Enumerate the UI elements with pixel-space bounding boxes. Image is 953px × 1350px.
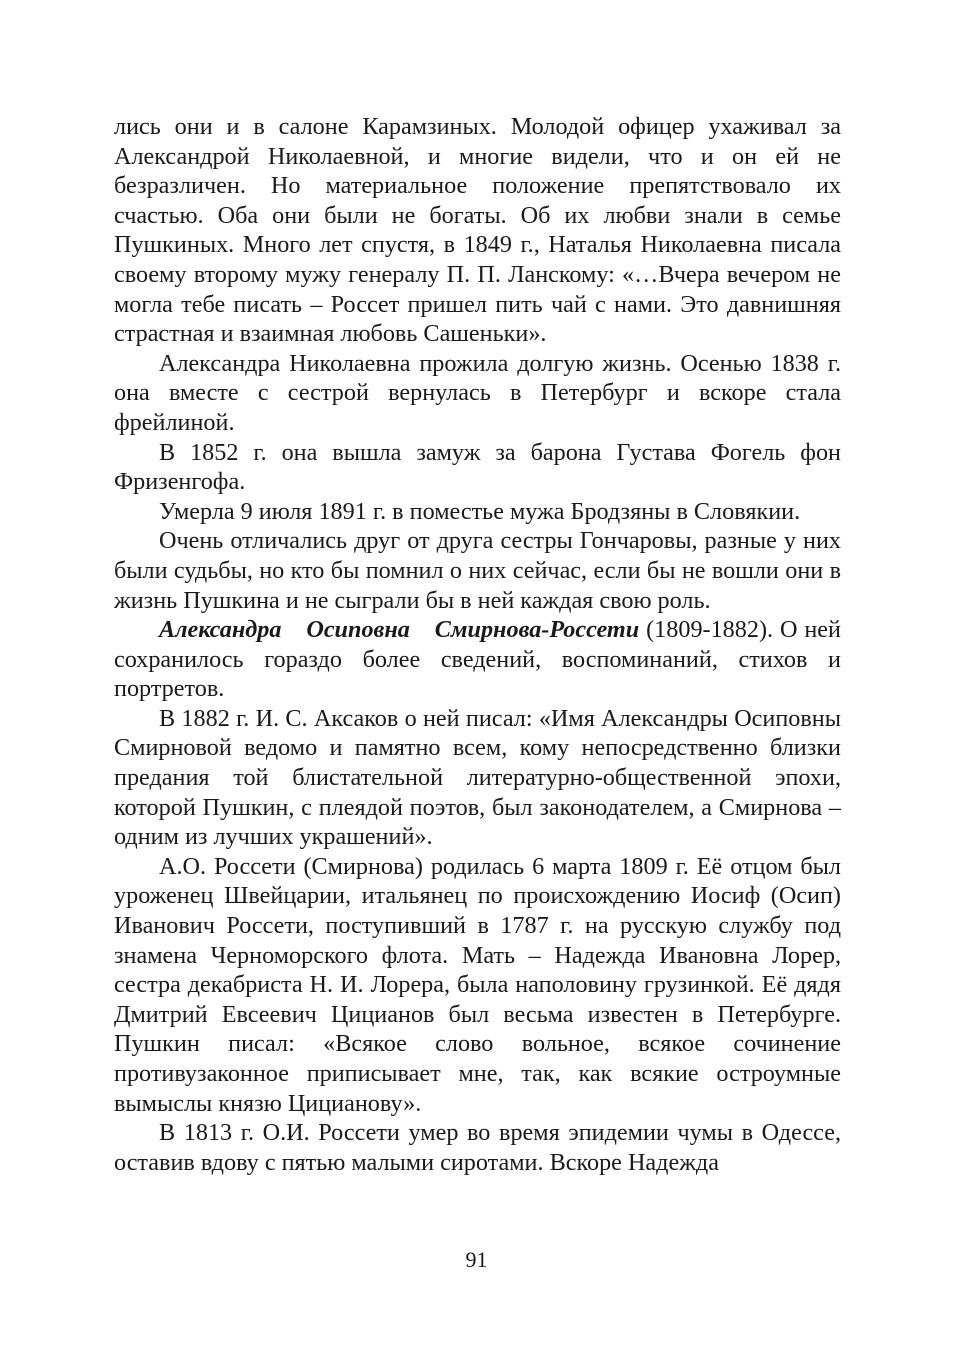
paragraph-9: В 1813 г. О.И. Россети умер во время эпидемии чумы в Одессе, оставив вдову с пятью малыми сиротами. Вскоре Надежда: [114, 1119, 841, 1176]
subject-name: Александра Осиповна Смирнова-Россети: [159, 616, 640, 644]
page-body: [114, 112, 841, 1177]
paragraph-1: лись они и в салоне Карамзиных. Молодой офицер ухаживал за Александрой Николаевной, и многие видели, что и он ей не безразличен. Но материальное положение препятствовало их счастью. Оба они были не богаты. Об их любви знали в семье Пушкиных. Много лет спустя, в 1849 г., Наталья Николаевна писала своему второму мужу генералу П. П. Ланскому: «…Вчера вечером не могла тебе писать – Россет пришел пить чай с нами. Это давнишняя страстная и взаимная любовь Сашеньки».: [114, 113, 841, 348]
paragraph-7: В 1882 г. И. С. Аксаков о ней писал: «Имя Александры Осиповны Смирновой ведомо и памятно всем, кому непосредственно близки предания той блистательной литературно-общественной эпохи, которой Пушкин, с плеядой поэтов, был законодателем, а Смирнова – одним из лучших украшений».: [114, 704, 841, 851]
paragraph-3: В 1852 г. она вышла замуж за барона Густава Фогель фон Фризенгофа.: [114, 438, 841, 496]
paragraph-6-text: (1809-1882). О ней сохранилось гораздо более сведений, воспоминаний, стихов и портретов.: [114, 616, 841, 703]
paragraph-6: [114, 615, 841, 704]
page-number: 91: [465, 1247, 488, 1272]
paragraph-5: Очень отличались друг от друга сестры Гончаровы, разные у них были судьбы, но кто бы помнил о них сейчас, если бы не вошли они в жизнь Пушкина и не сыграли бы в ней каждая свою роль.: [114, 527, 841, 614]
paragraph-4: Умерла 9 июля 1891 г. в поместье мужа Бродзяны в Словякии.: [159, 497, 801, 525]
paragraph-8: А.О. Россети (Смирнова) родилась 6 марта 1809 г. Её отцом был уроженец Швейцарии, итальянец по происхождению Иосиф (Осип) Иванович Россети, поступивший в 1787 г. на русскую службу под знамена Черноморского флота. Мать – Надежда Ивановна Лорер, сестра декабриста Н. И. Лорера, была наполовину грузинкой. Её дядя Дмитрий Евсеевич Цицианов был весьма известен в Петербурге. Пушкин писал: «Всякое слово вольное, всякое сочинение противузаконное приписывает мне, так, как всякие остроумные вымыслы князю Цицианову».: [114, 852, 841, 1117]
paragraph-2: Александра Николаевна прожила долгую жизнь. Осенью 1838 г. она вместе с сестрой вернулась в Петербург и вскоре стала фрейлиной.: [114, 349, 841, 436]
